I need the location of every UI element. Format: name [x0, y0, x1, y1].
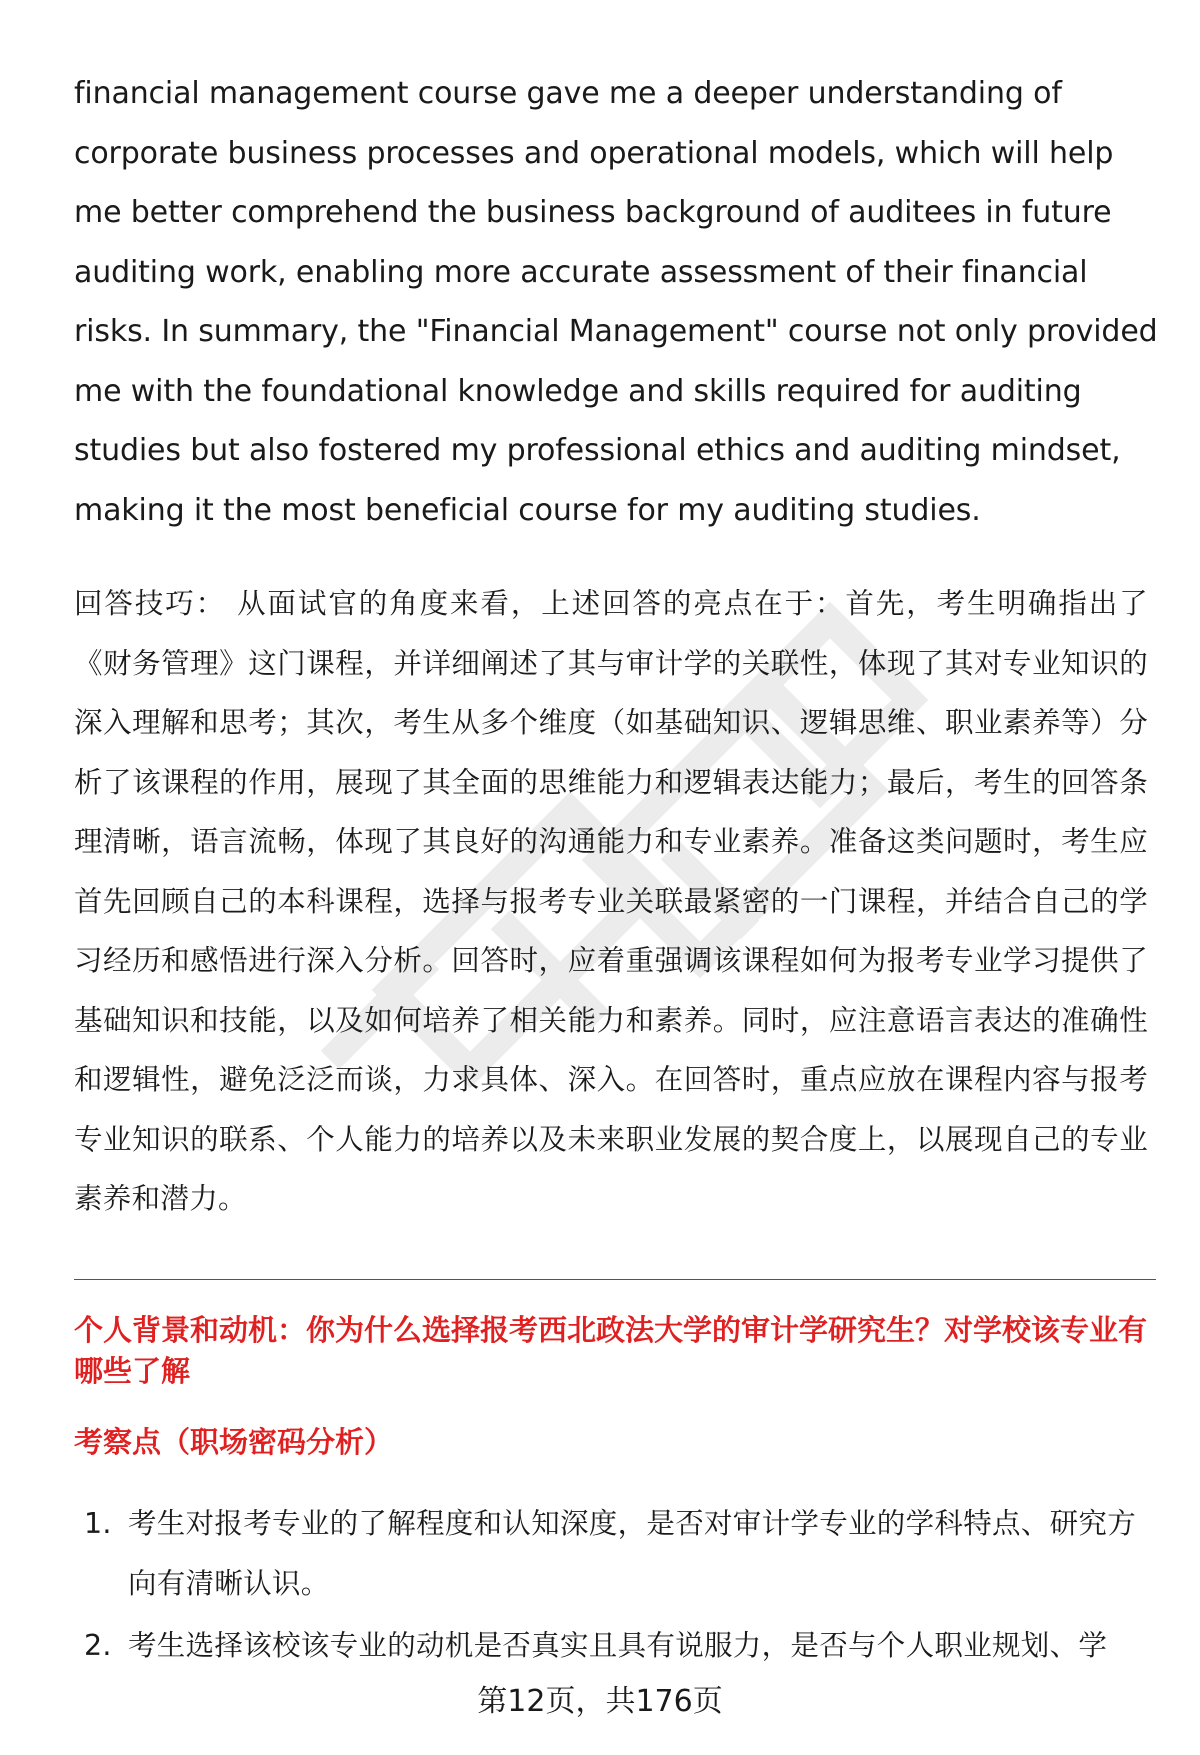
- question-heading: 个人背景和动机：你为什么选择报考西北政法大学的审计学研究生？对学校该专业有哪些了解: [74, 1313, 1148, 1388]
- assessment-points-list: [74, 1494, 1164, 1676]
- list-item-number: 1.: [84, 1507, 112, 1540]
- list-item-number: 2.: [84, 1629, 112, 1662]
- assessment-points-heading: 考察点（职场密码分析）: [74, 1425, 394, 1459]
- english-answer-paragraph: financial management course gave me a deeper understanding of corporate business processes and operational models, which will help me better comprehend the business background of auditees in future auditing work, enabling more accurate assessment of their financial risks. In summary, the "Financial Management" course not only provided me with the foundational knowledge and skills required for auditing studies but also fostered my professional ethics and auditing mindset, making it the most beneficial course for my auditing studies.: [74, 76, 1158, 528]
- list-item-text: 考生选择该校该专业的动机是否真实且具有说服力，是否与个人职业规划、学: [128, 1629, 1108, 1662]
- section-divider: [74, 1279, 1156, 1280]
- answer-tips-paragraph: 回答技巧： 从面试官的角度来看，上述回答的亮点在于：首先，考生明确指出了《财务管理》这门课程，并详细阐述了其与审计学的关联性，体现了其对专业知识的深入理解和思考；其次，考生从多个维度（如基础知识、逻辑思维、职业素养等）分析了该课程的作用，展现了其全面的思维能力和逻辑表达能力；最后，考生的回答条理清晰，语言流畅，体现了其良好的沟通能力和专业素养。准备这类问题时，考生应首先回顾自己的本科课程，选择与报考专业关联最紧密的一门课程，并结合自己的学习经历和感悟进行深入分析。回答时，应着重强调该课程如何为报考专业学习提供了基础知识和技能，以及如何培养了相关能力和素养。同时，应注意语言表达的准确性和逻辑性，避免泛泛而谈，力求具体、深入。在回答时，重点应放在课程内容与报考专业知识的联系、个人能力的培养以及未来职业发展的契合度上，以展现自己的专业素养和潜力。: [74, 587, 1148, 1215]
- page-number-footer: 第12页，共176页: [477, 1684, 723, 1719]
- list-item-text: 考生对报考专业的了解程度和认知深度，是否对审计学专业的学科特点、研究方向有清晰认识。: [128, 1507, 1137, 1600]
- list-item: [74, 1494, 1164, 1614]
- list-item: [74, 1616, 1164, 1676]
